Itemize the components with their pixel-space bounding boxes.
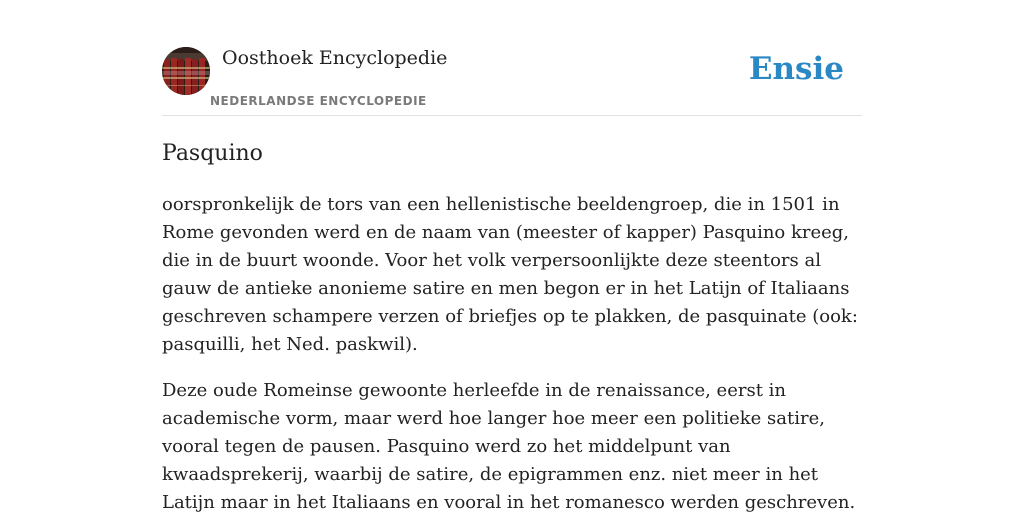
article-paragraph-1: oorspronkelijk de tors van een hellenistische beeldengroep, die in 1501 in Rome gevonden werd en de naam van (meester of kapper) Pasquino kreeg, die in de buurt woonde. Voor het volk verpersoonlijkte deze steentors al gauw de antieke anonieme satire en men begon er in het Latijn of Italiaans geschreven schampere verzen of briefjes op te plakken, de pasquinate (ook: pasquilli, het Ned. paskwil).: [162, 194, 858, 355]
article-paragraph-2: Deze oude Romeinse gewoonte herleefde in de renaissance, eerst in academische vorm, maar werd hoe langer hoe meer een politieke satire, vooral tegen de pausen. Pasquino werd zo het middelpunt van kwaadsprekerij, waarbij de satire, de epigrammen enz. niet meer in het Latijn maar in het Italiaans en vooral in het romanesco werden geschreven.: [162, 380, 856, 512]
site-title[interactable]: Oosthoek Encyclopedie: [222, 47, 448, 69]
site-subtitle: NEDERLANDSE ENCYCLOPEDIE: [210, 94, 427, 108]
article: [162, 138, 862, 512]
ensie-logo[interactable]: Ensie: [748, 51, 844, 87]
encyclopedia-books-icon[interactable]: [162, 47, 210, 95]
article-title: Pasquino: [162, 141, 263, 166]
site-header: [162, 46, 862, 116]
